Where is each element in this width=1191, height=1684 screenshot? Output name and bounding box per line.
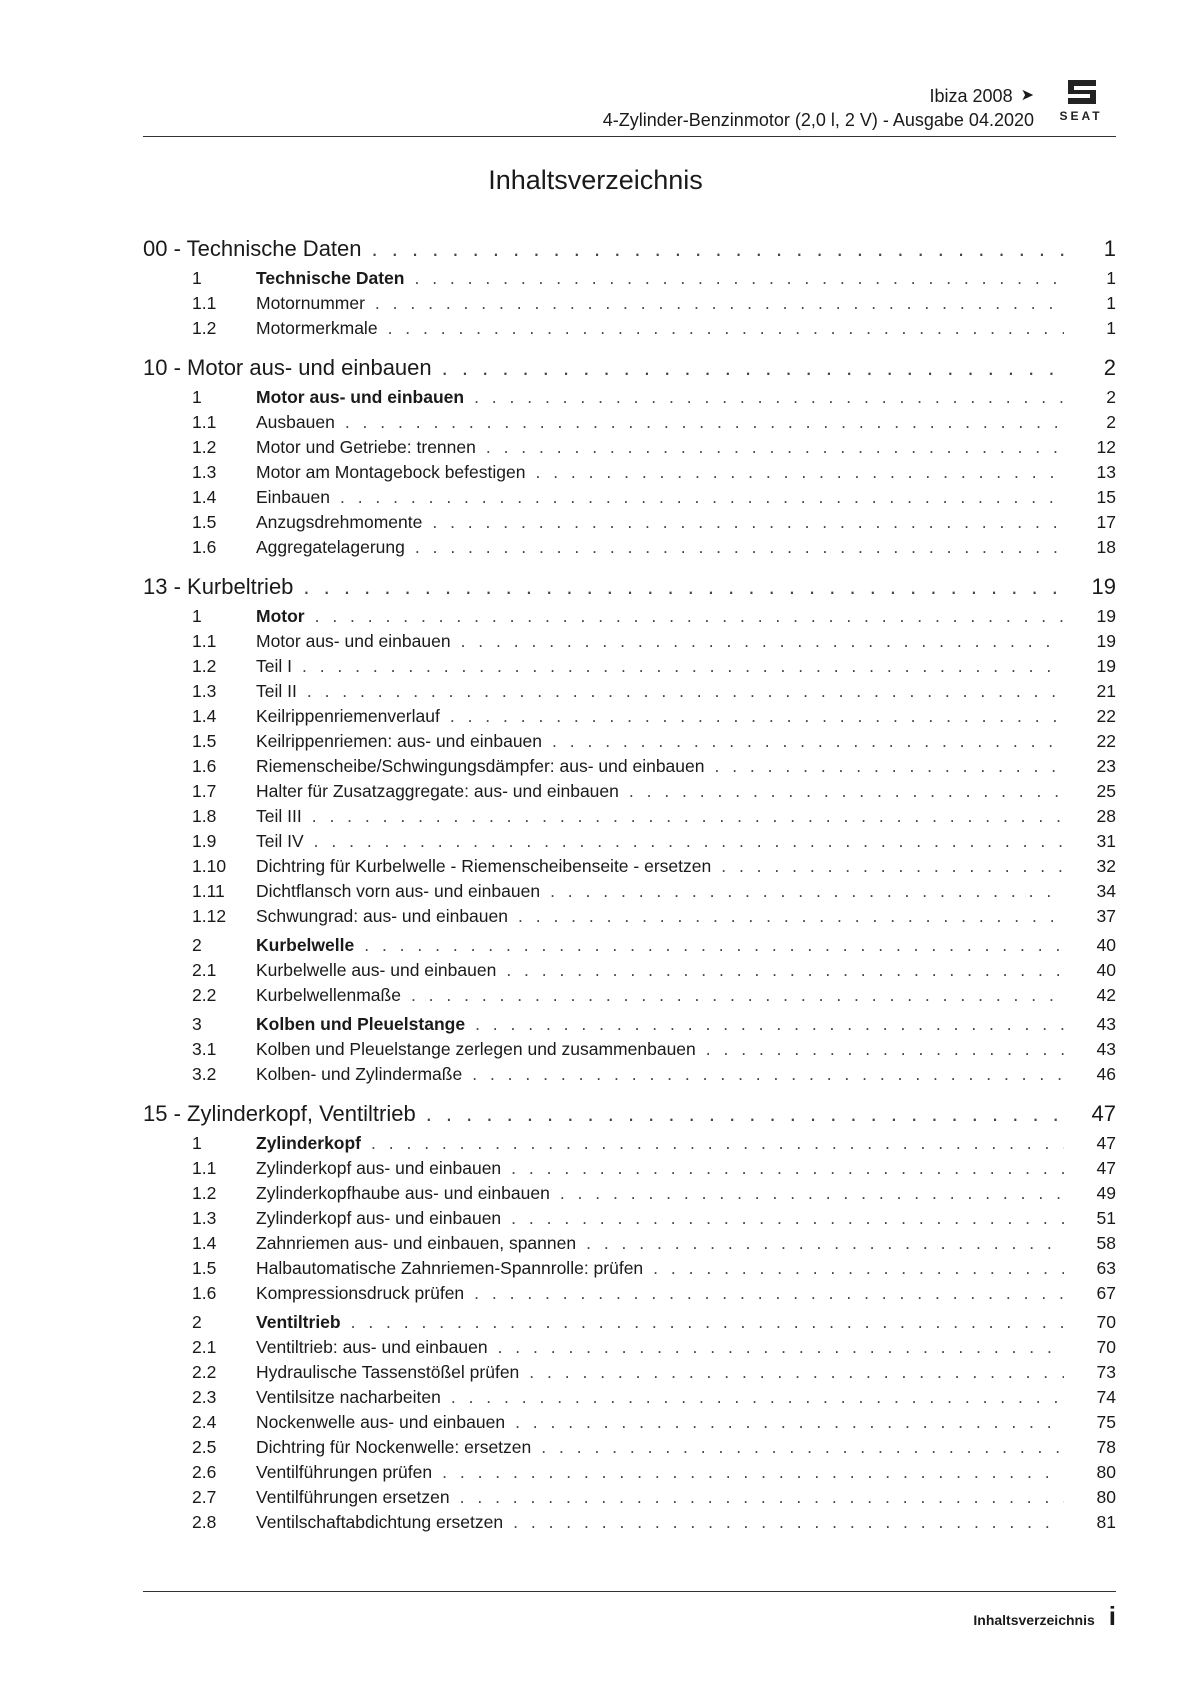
toc-page-number: 12 [1096,437,1116,457]
toc-entry-number: 1.6 [192,1283,217,1303]
toc-entry-label: Dichtring für Nockenwelle: ersetzen [256,1435,541,1460]
toc-page-number: 80 [1096,1462,1116,1482]
toc-entry-number: 3.2 [192,1064,217,1084]
toc-entry-label: Ventilführungen ersetzen [256,1485,460,1510]
toc-section-row[interactable] [143,879,1116,904]
toc-page-number: 23 [1096,756,1116,776]
toc-entry-number: 2.5 [192,1437,217,1457]
toc-dot-leader [312,804,1064,829]
toc-section-row[interactable] [143,1310,1116,1335]
toc-page-number: 22 [1096,706,1116,726]
toc-page-number: 1 [1103,236,1116,261]
toc-entry-number: 2.2 [192,1362,217,1382]
toc-dot-leader [552,729,1064,754]
header-subtitle: 4-Zylinder-Benzinmotor (2,0 l, 2 V) - Ausgabe 04.2020 [602,110,1034,130]
toc-page-number: 70 [1096,1312,1116,1332]
toc-dot-leader [550,879,1064,904]
toc-section-row[interactable] [143,629,1116,654]
toc-entry-number: 3.1 [192,1039,217,1059]
toc-page-number: 43 [1096,1039,1116,1059]
toc-entry-number: 1.1 [192,293,217,313]
toc-entry-label: Anzugsdrehmomente [256,510,432,535]
toc-entry-number: 1.8 [192,806,217,826]
toc-entry-label: Kurbelwellenmaße [256,983,411,1008]
toc-dot-leader [486,435,1064,460]
seat-logo-icon [1046,74,1116,126]
toc-dot-leader [375,291,1064,316]
toc-dot-leader [513,1510,1064,1535]
toc-section-row[interactable] [143,1385,1116,1410]
toc-entry-number: 1.6 [192,537,217,557]
toc-page-number: 2 [1103,355,1116,380]
toc-entry-label: Ausbauen [256,410,345,435]
toc-entry-number: 1.6 [192,756,217,776]
toc-page-number: 13 [1096,462,1116,482]
toc-entry-label: Motor aus- und einbauen [256,385,474,410]
toc-section-row[interactable] [143,904,1116,929]
toc-page-number: 47 [1096,1133,1116,1153]
toc-entry-number: 1.1 [192,1158,217,1178]
toc-page-number: 70 [1096,1337,1116,1357]
toc-section-row[interactable] [143,385,1116,410]
toc-section-row[interactable] [143,435,1116,460]
toc-entry-label: 13 - Kurbeltrieb [143,570,303,604]
toc-entry-number: 1.9 [192,831,217,851]
toc-dot-leader [518,904,1064,929]
toc-page-number: 80 [1096,1487,1116,1507]
toc-entry-number: 1.5 [192,731,217,751]
toc-dot-leader [351,1310,1064,1335]
toc-page-number: 31 [1096,831,1116,851]
toc-dot-leader [535,460,1064,485]
toc-dot-leader [442,1460,1064,1485]
toc-section-row[interactable] [143,679,1116,704]
toc-page-number: 2 [1106,387,1116,407]
toc-dot-leader [302,654,1064,679]
toc-dot-leader [541,1435,1064,1460]
toc-section-row[interactable] [143,1037,1116,1062]
toc-entry-number: 1.2 [192,318,217,338]
toc-section-row[interactable] [143,933,1116,958]
toc-entry-label: Keilrippenriemen: aus- und einbauen [256,729,552,754]
toc-entry-number: 1.3 [192,1208,217,1228]
toc-section-row[interactable] [143,291,1116,316]
toc-entry-label: 00 - Technische Daten [143,232,372,266]
toc-section-row[interactable] [143,1485,1116,1510]
toc-entry-number: 2.4 [192,1412,217,1432]
toc-dot-leader [498,1335,1064,1360]
toc-section-row[interactable] [143,983,1116,1008]
toc-entry-label: Aggregatelagerung [256,535,415,560]
toc-entry-label: Zylinderkopf [256,1131,371,1156]
toc-page-number: 63 [1096,1258,1116,1278]
toc-chapter-row[interactable] [143,1097,1116,1131]
toc-entry-number: 1.2 [192,656,217,676]
page-header [143,84,1116,138]
toc-dot-leader [515,1410,1064,1435]
seat-logo-wordmark: SEAT [1059,109,1103,123]
toc-entry-label: Einbauen [256,485,340,510]
toc-entry-label: Teil I [256,654,302,679]
toc-entry-label: Ventilführungen prüfen [256,1460,442,1485]
toc-page-number: 34 [1096,881,1116,901]
toc-dot-leader [414,266,1064,291]
toc-chapter-row[interactable] [143,570,1116,604]
footer-page-number: i [1108,1601,1116,1631]
toc-dot-leader [451,1385,1064,1410]
toc-dot-leader [314,829,1064,854]
toc-entry-number: 1.5 [192,512,217,532]
toc-dot-leader [411,983,1064,1008]
toc-section-row[interactable] [143,1062,1116,1087]
toc-entry-label: 15 - Zylinderkopf, Ventiltrieb [143,1097,426,1131]
toc-entry-label: Halbautomatische Zahnriemen-Spannrolle: prüfen [256,1256,653,1281]
toc-dot-leader [506,958,1064,983]
toc-entry-number: 1.4 [192,706,217,726]
header-divider [143,136,1116,137]
toc-dot-leader [474,385,1064,410]
toc-entry-label: Motor am Montagebock befestigen [256,460,535,485]
header-text [603,84,1034,132]
page-footer [143,1591,1116,1631]
toc-entry-label: Nockenwelle aus- und einbauen [256,1410,515,1435]
toc-entry-number: 2.3 [192,1387,217,1407]
toc-entry-number: 2.1 [192,960,217,980]
toc-dot-leader [303,570,1064,604]
toc-entry-label: Ventilsitze nacharbeiten [256,1385,451,1410]
toc-section-row[interactable] [143,1181,1116,1206]
toc-page-number: 58 [1096,1233,1116,1253]
toc-entry-number: 1.2 [192,437,217,457]
toc-entry-label: Teil IV [256,829,314,854]
toc-dot-leader [442,351,1064,385]
toc-entry-label: Motor [256,604,315,629]
toc-entry-label: Schwungrad: aus- und einbauen [256,904,518,929]
toc-dot-leader [511,1156,1064,1181]
toc-dot-leader [721,854,1064,879]
toc-entry-number: 2.2 [192,985,217,1005]
toc-section-row[interactable] [143,460,1116,485]
toc-entry-number: 2.6 [192,1462,217,1482]
toc-page-number: 46 [1096,1064,1116,1084]
toc-page-number: 28 [1096,806,1116,826]
toc-page-number: 2 [1106,412,1116,432]
toc-entry-label: Motor aus- und einbauen [256,629,461,654]
toc-entry-number: 2.1 [192,1337,217,1357]
toc-entry-label: Kurbelwelle [256,933,364,958]
toc-section-row[interactable] [143,1335,1116,1360]
toc-entry-label: Kolben- und Zylindermaße [256,1062,472,1087]
toc-entry-number: 1 [192,387,202,407]
toc-page-number: 1 [1106,293,1116,313]
toc-dot-leader [372,232,1064,266]
toc-entry-label: Ventiltrieb: aus- und einbauen [256,1335,498,1360]
toc-section-row[interactable] [143,1281,1116,1306]
toc-entry-number: 2.8 [192,1512,217,1532]
toc-entry-number: 1.4 [192,487,217,507]
toc-section-row[interactable] [143,316,1116,341]
toc-entry-number: 1.3 [192,462,217,482]
toc-dot-leader [706,1037,1064,1062]
toc-section-row[interactable] [143,829,1116,854]
toc-dot-leader [560,1181,1064,1206]
seat-logo [1046,74,1116,126]
toc-entry-label: Zylinderkopf aus- und einbauen [256,1206,511,1231]
toc-section-row[interactable] [143,654,1116,679]
toc-dot-leader [426,1097,1064,1131]
toc-dot-leader [364,933,1064,958]
toc-entry-number: 2 [192,935,202,955]
toc-section-row[interactable] [143,1460,1116,1485]
toc-page-number: 37 [1096,906,1116,926]
toc-section-row[interactable] [143,779,1116,804]
toc-section-row[interactable] [143,410,1116,435]
toc-page-number: 73 [1096,1362,1116,1382]
toc-section-row[interactable] [143,754,1116,779]
toc-dot-leader [586,1231,1064,1256]
toc-page-number: 74 [1096,1387,1116,1407]
toc-page-number: 15 [1096,487,1116,507]
toc-page-number: 32 [1096,856,1116,876]
toc-page-number: 19 [1096,656,1116,676]
toc-entry-number: 3 [192,1014,202,1034]
arrow-right-icon: ➤ [1020,87,1034,104]
toc-entry-label: Technische Daten [256,266,414,291]
toc-entry-label: Dichtflansch vorn aus- und einbauen [256,879,550,904]
toc-entry-label: Keilrippenriemenverlauf [256,704,450,729]
toc-section-row[interactable] [143,804,1116,829]
toc-page-number: 25 [1096,781,1116,801]
toc-entry-number: 1 [192,268,202,288]
toc-entry-label: Riemenscheibe/Schwingungsdämpfer: aus- und einbauen [256,754,714,779]
table-of-contents [143,232,1116,1535]
toc-section-row[interactable] [143,1206,1116,1231]
toc-entry-label: Kurbelwelle aus- und einbauen [256,958,506,983]
toc-section-row[interactable] [143,1360,1116,1385]
toc-entry-label: Teil II [256,679,307,704]
toc-dot-leader [511,1206,1064,1231]
toc-section-row[interactable] [143,1410,1116,1435]
toc-section-row[interactable] [143,1012,1116,1037]
toc-dot-leader [345,410,1064,435]
toc-page-number: 22 [1096,731,1116,751]
toc-entry-label: Zahnriemen aus- und einbauen, spannen [256,1231,586,1256]
toc-dot-leader [340,485,1064,510]
toc-dot-leader [371,1131,1064,1156]
toc-dot-leader [472,1062,1064,1087]
toc-entry-number: 1.7 [192,781,217,801]
toc-dot-leader [461,629,1064,654]
toc-entry-number: 1.4 [192,1233,217,1253]
toc-page-number: 42 [1096,985,1116,1005]
toc-entry-label: Kompressionsdruck prüfen [256,1281,474,1306]
toc-section-row[interactable] [143,854,1116,879]
toc-section-row[interactable] [143,1231,1116,1256]
toc-section-row[interactable] [143,266,1116,291]
toc-dot-leader [475,1012,1064,1037]
toc-section-row[interactable] [143,729,1116,754]
toc-chapter-row[interactable] [143,351,1116,385]
toc-section-row[interactable] [143,1256,1116,1281]
toc-dot-leader [474,1281,1064,1306]
toc-entry-label: Kolben und Pleuelstange [256,1012,475,1037]
toc-section-row[interactable] [143,958,1116,983]
toc-page-number: 47 [1091,1101,1116,1126]
toc-page-number: 75 [1096,1412,1116,1432]
toc-section-row[interactable] [143,510,1116,535]
toc-page-number: 43 [1096,1014,1116,1034]
toc-section-row[interactable] [143,604,1116,629]
toc-page-number: 40 [1096,935,1116,955]
toc-page-number: 19 [1091,574,1116,599]
toc-page-number: 21 [1096,681,1116,701]
toc-entry-number: 1.10 [192,856,227,876]
toc-page-number: 17 [1096,512,1116,532]
toc-dot-leader [315,604,1064,629]
toc-entry-label: Motor und Getriebe: trennen [256,435,486,460]
toc-dot-leader [629,779,1064,804]
toc-entry-number: 1.5 [192,1258,217,1278]
toc-dot-leader [388,316,1064,341]
toc-entry-label: Ventilschaftabdichtung ersetzen [256,1510,513,1535]
toc-entry-number: 1 [192,1133,202,1153]
toc-page-number: 1 [1106,318,1116,338]
toc-dot-leader [653,1256,1064,1281]
toc-entry-label: Ventiltrieb [256,1310,351,1335]
toc-section-row[interactable] [143,1131,1116,1156]
toc-section-row[interactable] [143,704,1116,729]
toc-section-row[interactable] [143,1435,1116,1460]
toc-dot-leader [450,704,1064,729]
toc-entry-number: 1.3 [192,681,217,701]
toc-entry-number: 1.12 [192,906,227,926]
toc-section-row[interactable] [143,535,1116,560]
toc-entry-number: 1.1 [192,631,217,651]
toc-dot-leader [415,535,1064,560]
toc-entry-label: Halter für Zusatzaggregate: aus- und einbauen [256,779,629,804]
toc-page-number: 1 [1106,268,1116,288]
toc-page-number: 78 [1096,1437,1116,1457]
toc-section-row[interactable] [143,485,1116,510]
toc-section-row[interactable] [143,1156,1116,1181]
toc-page-number: 51 [1096,1208,1116,1228]
toc-dot-leader [529,1360,1064,1385]
toc-dot-leader [307,679,1064,704]
footer-text [973,1601,1116,1632]
footer-divider [143,1591,1116,1592]
toc-page-number: 81 [1096,1512,1116,1532]
toc-page-number: 49 [1096,1183,1116,1203]
toc-entry-label: Teil III [256,804,312,829]
page-title: Inhaltsverzeichnis [488,165,703,195]
toc-entry-label: Dichtring für Kurbelwelle - Riemenscheibenseite - ersetzen [256,854,721,879]
toc-page-number: 67 [1096,1283,1116,1303]
toc-entry-label: Motornummer [256,291,375,316]
toc-entry-label: Hydraulische Tassenstößel prüfen [256,1360,529,1385]
toc-page-number: 47 [1096,1158,1116,1178]
footer-label: Inhaltsverzeichnis [973,1612,1095,1628]
toc-entry-label: 10 - Motor aus- und einbauen [143,351,442,385]
toc-page-number: 19 [1096,631,1116,651]
toc-chapter-row[interactable] [143,232,1116,266]
toc-page-number: 19 [1096,606,1116,626]
toc-entry-number: 1 [192,606,202,626]
toc-dot-leader [460,1485,1064,1510]
toc-entry-label: Motormerkmale [256,316,388,341]
toc-dot-leader [432,510,1064,535]
toc-entry-number: 1.11 [192,881,225,901]
toc-section-row[interactable] [143,1510,1116,1535]
toc-entry-number: 1.1 [192,412,217,432]
toc-entry-number: 1.2 [192,1183,217,1203]
header-model-line [603,84,1034,108]
toc-entry-label: Zylinderkopf aus- und einbauen [256,1156,511,1181]
toc-page-number: 18 [1096,537,1116,557]
toc-entry-label: Kolben und Pleuelstange zerlegen und zusammenbauen [256,1037,706,1062]
toc-entry-number: 2 [192,1312,202,1332]
toc-dot-leader [714,754,1064,779]
toc-page-number: 40 [1096,960,1116,980]
toc-entry-label: Zylinderkopfhaube aus- und einbauen [256,1181,560,1206]
toc-entry-number: 2.7 [192,1487,217,1507]
header-model: Ibiza 2008 [929,86,1013,106]
